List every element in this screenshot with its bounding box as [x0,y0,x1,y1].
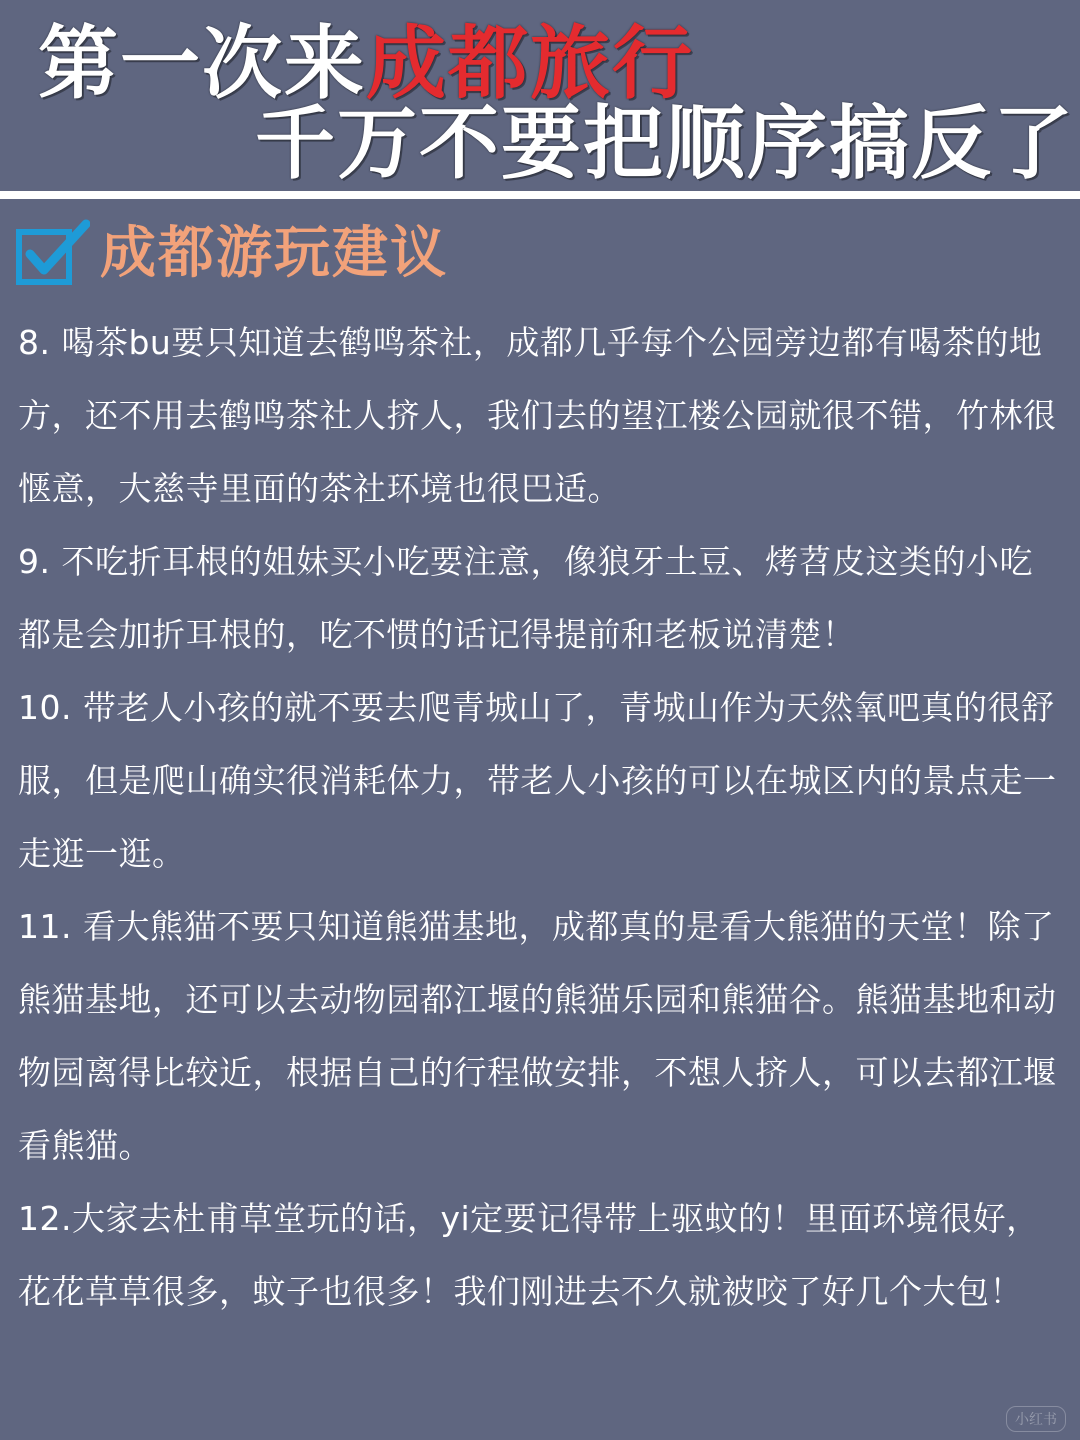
title-prefix: 第一次来 [38,17,366,110]
watermark: 小红书 [1006,1406,1066,1432]
tip-item-12: 12.大家去杜甫草堂玩的话，yi定要记得带上驱蚊的！里面环境很好，花花草草很多，蚊子也很多！我们刚进去不久就被咬了好几个大包！ [18,1199,1040,1311]
section-title: 成都游玩建议 [100,221,448,286]
title-block [0,0,1080,190]
title-line-2: 千万不要把顺序搞反了 [255,97,1075,190]
title-accent: 成都旅行 [366,17,694,110]
tip-item-8: 8. 喝茶bu要只知道去鹤鸣茶社，成都几乎每个公园旁边都有喝茶的地方，还不用去鹤鸣茶社人挤人，我们去的望江楼公园就很不错，竹林很惬意，大慈寺里面的茶社环境也很巴适。 [18,323,1057,508]
tip-item-10: 10. 带老人小孩的就不要去爬青城山了，青城山作为天然氧吧真的很舒服，但是爬山确实很消耗体力，带老人小孩的可以在城区内的景点走一走逛一逛。 [18,688,1057,873]
checkbox-check-icon [16,218,90,286]
tip-item-11: 11. 看大熊猫不要只知道熊猫基地，成都真的是看大熊猫的天堂！除了熊猫基地，还可以去动物园都江堰的熊猫乐园和熊猫谷。熊猫基地和动物园离得比较近，根据自己的行程做安排，不想人挤人，可以去都江堰看熊猫。 [18,907,1057,1165]
header-divider [0,191,1080,199]
tip-item-9: 9. 不吃折耳根的姐妹买小吃要注意，像狼牙土豆、烤苕皮这类的小吃都是会加折耳根的，吃不惯的话记得提前和老板说清楚！ [18,542,1033,654]
tips-list [18,306,1058,1328]
